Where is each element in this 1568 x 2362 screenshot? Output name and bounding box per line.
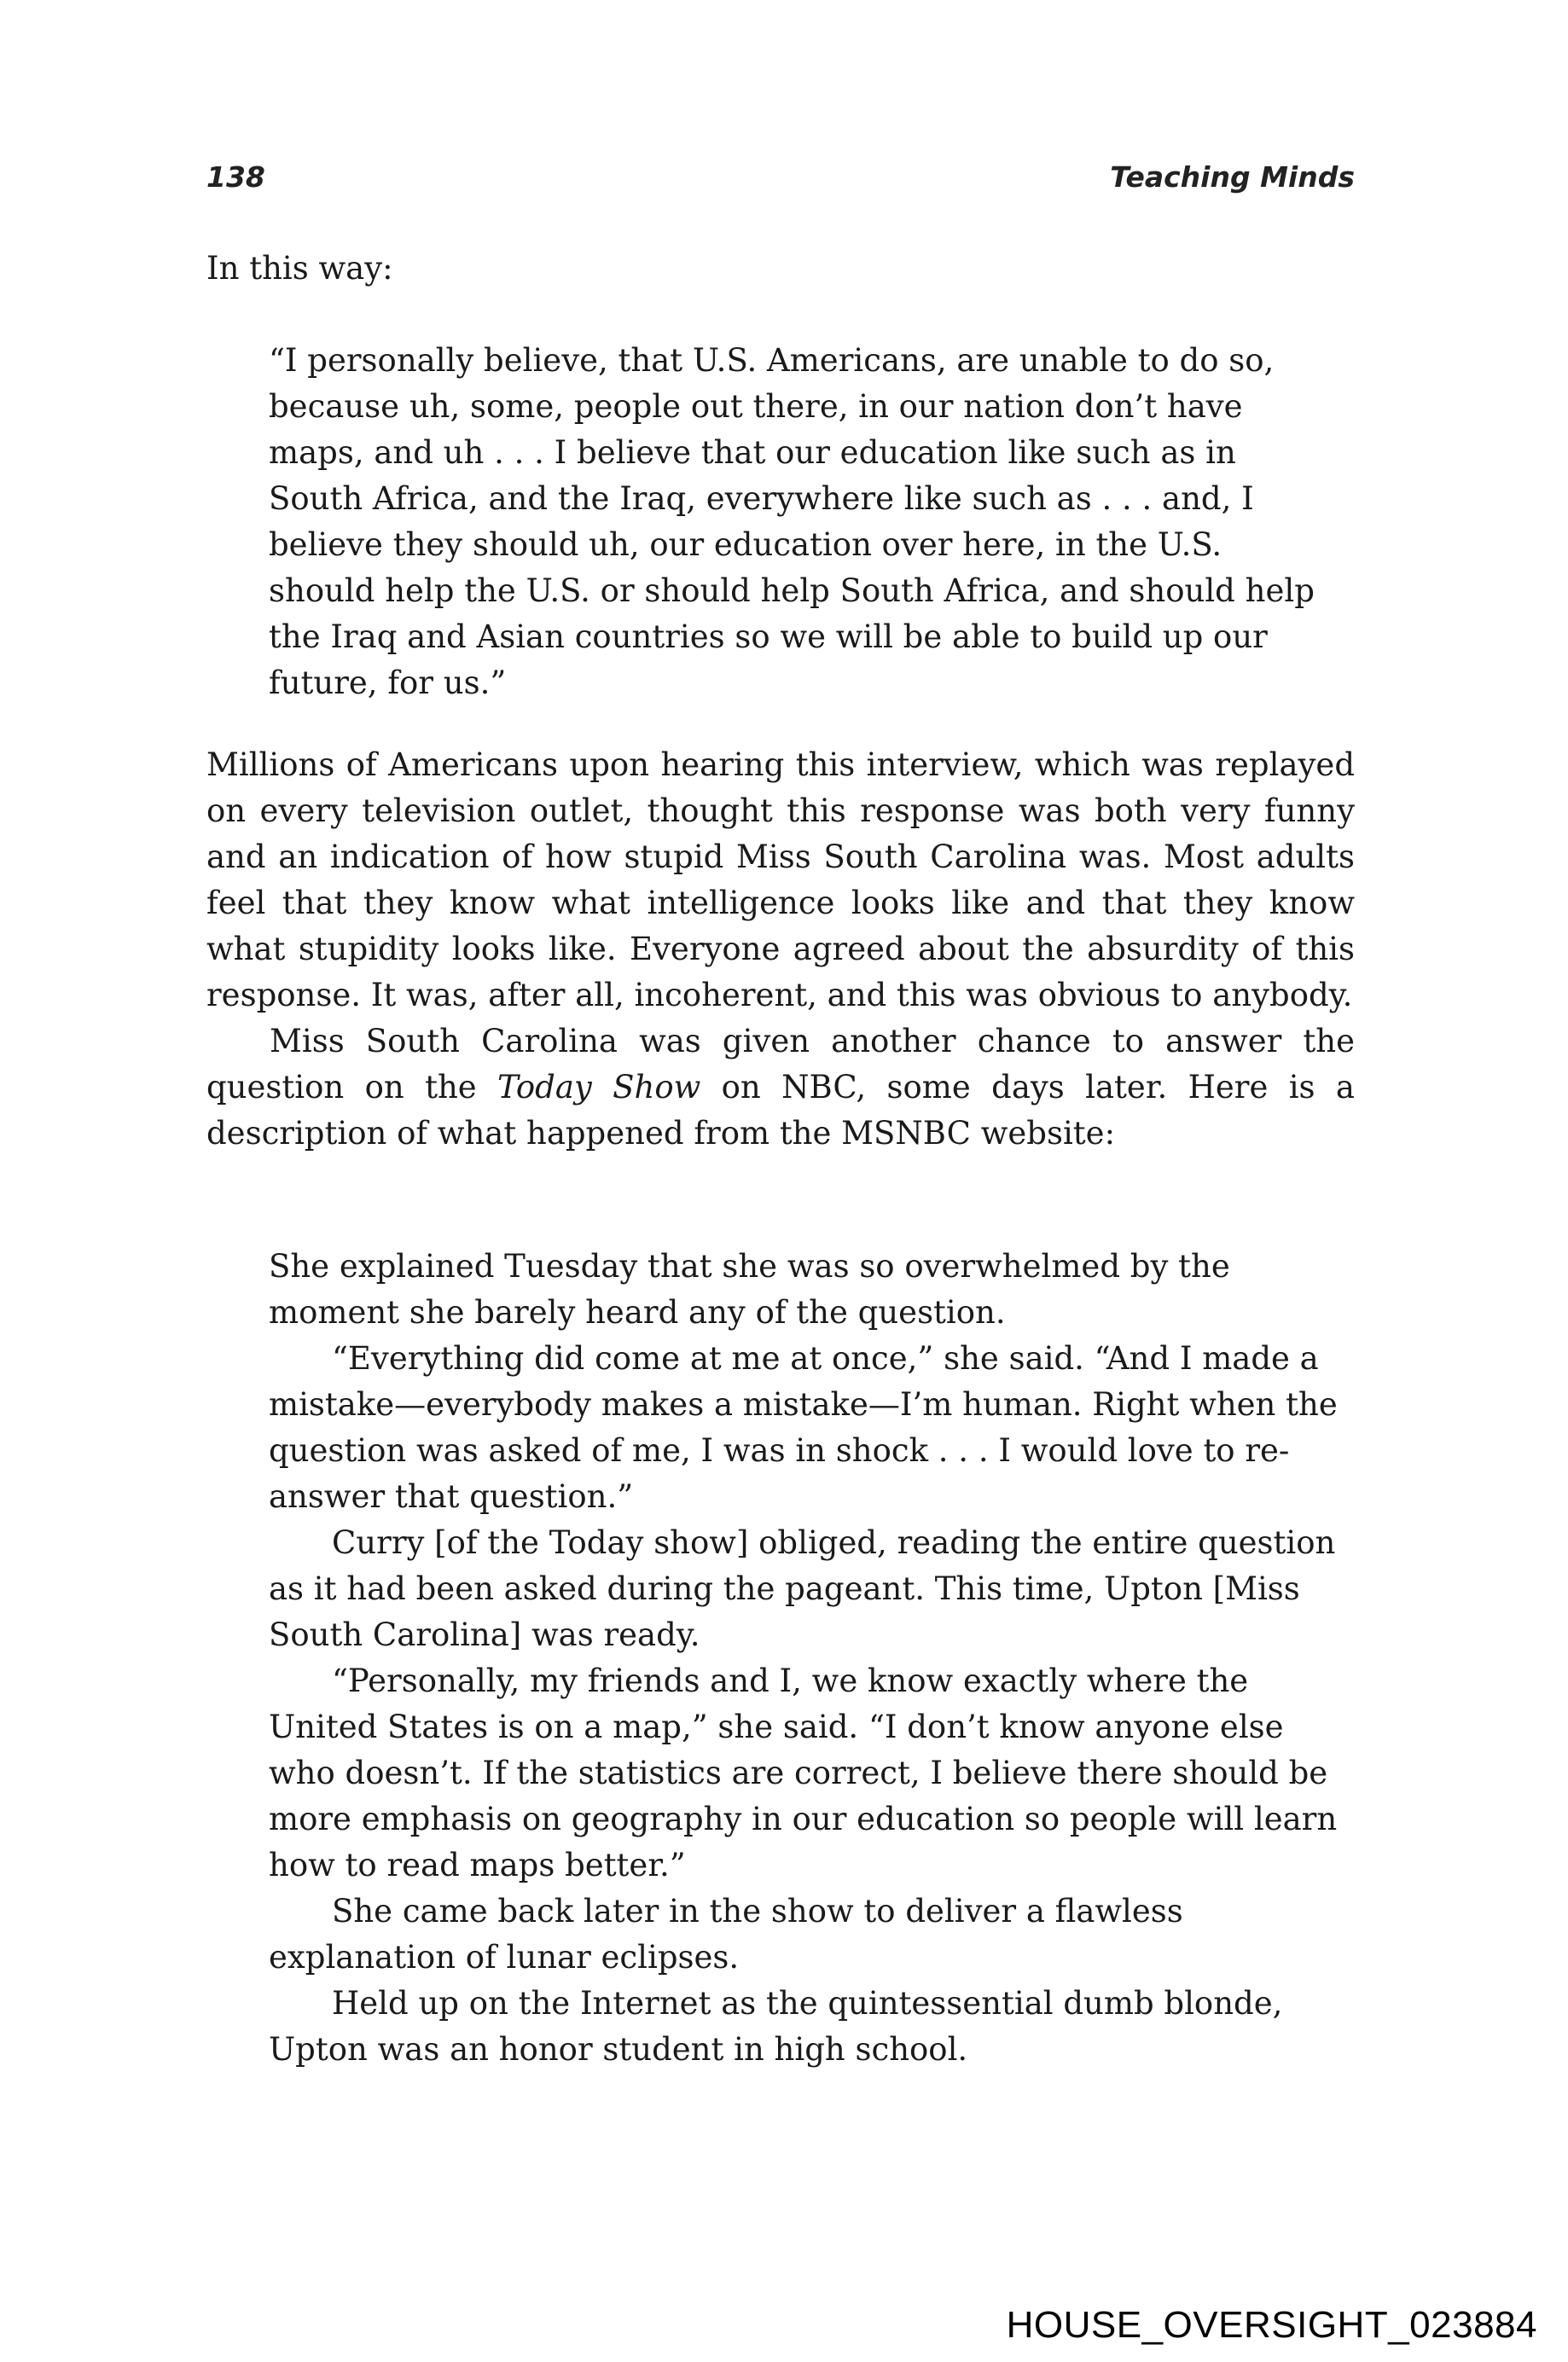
intro-line: [206, 246, 1355, 292]
book-title: Teaching Minds: [1110, 160, 1355, 194]
intro-text: In this way:: [206, 250, 393, 287]
block-quote-1: [269, 338, 1352, 706]
main-paragraphs: [206, 742, 1355, 1157]
bates-stamp: HOUSE_OVERSIGHT_023884: [1006, 2304, 1537, 2346]
quote2-para-5: She came back later in the show to deliver a flawless explanation of lunar eclipses.: [269, 1893, 1183, 1976]
block-quote-2: [269, 1244, 1352, 2073]
quote2-para-1: She explained Tuesday that she was so overwhelmed by the moment she barely heard any of the question.: [269, 1248, 1230, 1331]
paragraph-2: [206, 1019, 1355, 1157]
quote2-para-2: “Everything did come at me at once,” she said. “And I made a mistake—everybody makes a mistake—I’m human. Right when the question was asked of me, I was in shock . . . I would love to re-answer that question.”: [269, 1340, 1338, 1515]
running-header: [206, 160, 1355, 198]
paragraph-2-end: on NBC, some days later. Here is a description of what happened from the MSNBC website:: [206, 1069, 1355, 1152]
today-show-title: Today Show: [497, 1069, 701, 1106]
quote2-para-6: Held up on the Internet as the quintessential dumb blonde, Upton was an honor student in high school.: [269, 1985, 1283, 2068]
quote2-para-3: Curry [of the Today show] obliged, reading the entire question as it had been asked during the pageant. This time, Upton [Miss South Carolina] was ready.: [269, 1524, 1336, 1653]
page-number: 138: [206, 160, 265, 194]
quote2-para-4: “Personally, my friends and I, we know exactly where the United States is on a map,” she said. “I don’t know anyone else who doesn’t. If the statistics are correct, I believe there should be more emphasis on geography in our education so people will learn how to read maps better.”: [269, 1663, 1338, 1883]
paragraph-2-start: Miss South Carolina was given another chance to answer the question on the: [206, 1023, 1355, 1106]
quote1-text: “I personally believe, that U.S. Americans, are unable to do so, because uh, some, people out there, in our nation don’t have maps, and uh . . . I believe that our education like such as in South Africa, and the Iraq, everywhere like such as . . . and, I believe they should uh, our education over here, in the U.S. should help the U.S. or should help South Africa, and should help the Iraq and Asian countries so we will be able to build up our future, for us.”: [269, 342, 1315, 701]
paragraph-1: Millions of Americans upon hearing this interview, which was replayed on every television outlet, thought this response was both very funny and an indication of how stupid Miss South Carolina was. Most adults feel that they know what intelligence looks like and that they know what stupidity looks like. Everyone agreed about the absurdity of this response. It was, after all, incoherent, and this was obvious to anybody.: [206, 746, 1355, 1013]
